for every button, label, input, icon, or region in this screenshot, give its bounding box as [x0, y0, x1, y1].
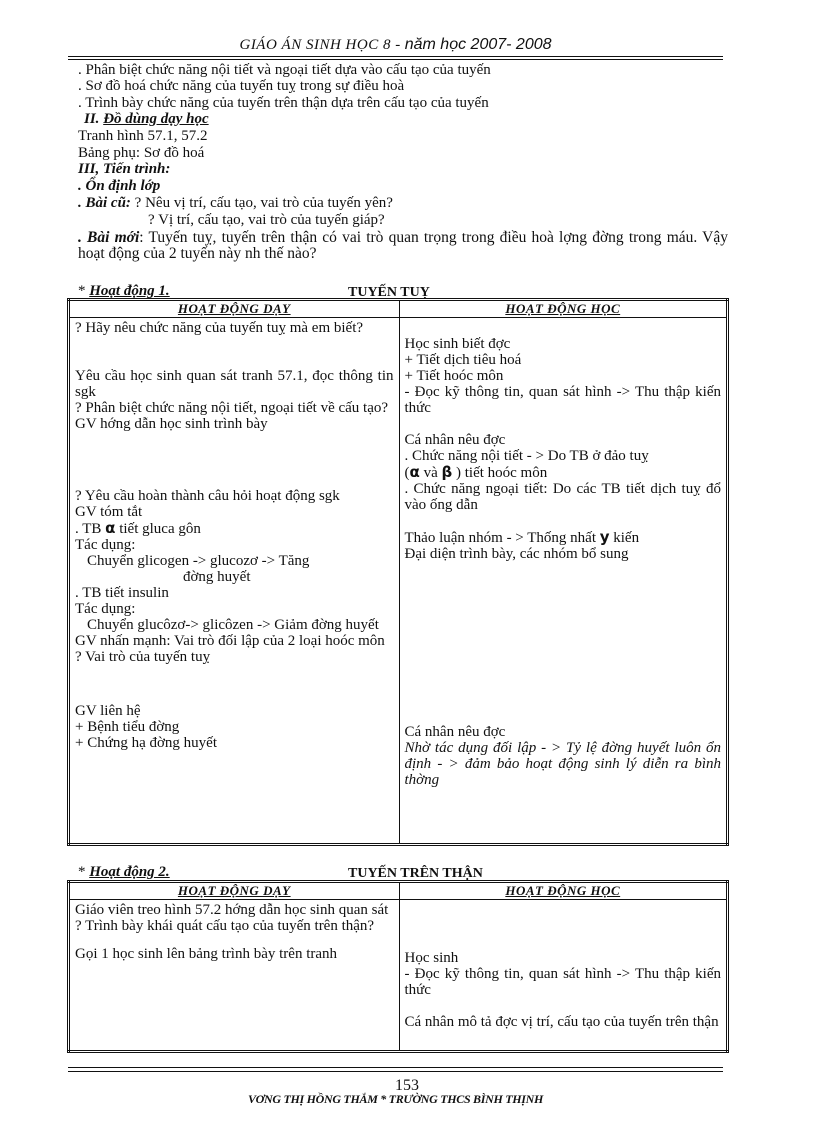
section-heading [84, 112, 209, 127]
new-lesson-paragraph [78, 230, 728, 262]
learning-line [405, 464, 722, 481]
column-header-teaching: HOẠT ĐỘNG DẠY [69, 882, 400, 900]
teaching-line: + Chứng hạ đờng huyết [75, 735, 218, 751]
page-header [68, 36, 723, 58]
teaching-line: Chuyển glucôzơ-> glicôzen -> Giảm đờng huyết [87, 617, 379, 633]
materials-line: Tranh hình 57.1, 57.2 [78, 128, 208, 144]
activity-prefix: * [78, 864, 90, 880]
column-header-learning: HOẠT ĐỘNG HỌC [399, 882, 728, 900]
header-title: GIÁO ÁN SINH HỌC 8 - [239, 37, 401, 53]
teaching-line: ? Yêu cầu hoàn thành câu hỏi hoạt động sgk [75, 488, 340, 504]
old-lesson-label: . Bài cũ: [78, 195, 131, 211]
learning-line: + Tiết hoóc môn [404, 368, 504, 384]
activity-title [78, 864, 170, 881]
learning-line: Nhờ tác dụng đối lập - > Tỷ lệ đờng huyết luôn ổn định - > đảm bảo hoạt động sinh lý diễn ra bình thờng [404, 740, 721, 788]
learning-line: . Chức năng nội tiết - > Do TB ở đảo tuỵ [404, 448, 649, 464]
activity1-table [67, 298, 729, 846]
teaching-line: Giáo viên treo hình 57.2 hớng dẫn học sinh quan sát [75, 902, 389, 918]
teaching-line: Yêu cầu học sinh quan sát tranh 57.1, đọc thông tin sgk [75, 368, 394, 400]
learning-text: kiến [609, 530, 640, 546]
teaching-line: Gọi 1 học sinh lên bảng trình bày trên tranh [75, 946, 338, 962]
section-title: Đồ dùng dạy học [103, 111, 209, 127]
learning-line: - Đọc kỹ thông tin, quan sát hình -> Thu thập kiến thức [404, 966, 721, 998]
footer-text: VƠNG THỊ HỒNG THẮM * TRƯỜNG THCS BÌNH THỊNH [247, 1092, 544, 1106]
teaching-line: ? Vai trò của tuyến tuỵ [75, 649, 211, 665]
learning-text: và [419, 465, 442, 481]
objective-line: . Trình bày chức năng của tuyến trên thận dựa trên cấu tạo của tuyến [78, 95, 489, 111]
step-heading: . Ổn định lớp [78, 178, 161, 194]
new-lesson-text: : Tuyến tuỵ, tuyến trên thận có vai trò quan trọng trong điều hoà lợng đờng trong máu. Vậy hoạt động của 2 tuyến này nh thế nào? [78, 229, 729, 262]
learning-line: . Chức năng ngoại tiết: Do các TB tiết dịch tuỵ đổ vào ống dẫn [404, 481, 721, 513]
activity-label: Hoạt động 1. [89, 283, 170, 299]
learning-line: Học sinh [404, 950, 459, 966]
teaching-text: . TB [75, 521, 106, 537]
activity-name: TUYẾN TUỴ [348, 285, 430, 300]
learning-text: Thảo luận nhóm - > Thống nhất [404, 530, 600, 546]
teaching-line: ? Trình bày khái quát cấu tạo của tuyến trên thận? [75, 918, 375, 934]
learning-line: Học sinh biết đợc [404, 336, 511, 352]
old-lesson-question: ? Vị trí, cấu tạo, vai trò của tuyến giáp? [148, 212, 385, 228]
section-number: II. [84, 111, 100, 127]
learning-line: Đại diện trình bày, các nhóm bổ sung [404, 546, 629, 562]
activity2-table [67, 880, 729, 1053]
teaching-line: GV tóm tắt [75, 504, 143, 520]
footer-rule [68, 1067, 723, 1068]
teaching-line: GV liên hệ [75, 703, 141, 719]
objective-line: . Sơ đồ hoá chức năng của tuyến tuỵ trong sự điều hoà [78, 78, 405, 94]
teaching-cell [69, 318, 400, 845]
header-year: năm học 2007- 2008 [404, 36, 552, 53]
y-symbol: y [599, 528, 610, 546]
learning-line: Cá nhân mô tả đợc vị trí, cấu tạo của tuyến trên thận [404, 1014, 719, 1030]
teaching-line: GV hớng dẫn học sinh trình bày [75, 416, 268, 432]
teaching-line: Chuyển glicogen -> glucozơ -> Tăng [87, 553, 310, 569]
alpha-symbol: α [409, 463, 420, 481]
column-header-learning: HOẠT ĐỘNG HỌC [399, 300, 728, 318]
learning-cell [399, 900, 728, 1052]
column-header-teaching: HOẠT ĐỘNG DẠY [69, 300, 400, 318]
activity-prefix: * [78, 283, 90, 299]
materials-line: Bảng phụ: Sơ đồ hoá [78, 145, 205, 161]
teaching-line: GV nhấn mạnh: Vai trò đối lập của 2 loại hoóc môn [75, 633, 385, 649]
teaching-line: . TB tiết insulin [75, 585, 169, 601]
new-lesson-label: . Bài mới [78, 229, 140, 246]
teaching-text: tiết gluca gôn [115, 521, 201, 537]
alpha-symbol: α [105, 519, 116, 537]
footer-rule-2 [68, 1071, 723, 1072]
teaching-line: đờng huyết [183, 569, 251, 585]
old-lesson-question: ? Nêu vị trí, cấu tạo, vai trò của tuyến yên? [130, 195, 393, 211]
learning-line: - Đọc kỹ thông tin, quan sát hình -> Thu thập kiến thức [404, 384, 721, 416]
teaching-line [75, 520, 394, 537]
learning-text: ) tiết hoóc môn [452, 465, 548, 481]
activity-label: Hoạt động 2. [89, 864, 170, 880]
beta-symbol: β [441, 463, 453, 481]
teaching-line: Tác dụng: [75, 537, 136, 553]
activity-name: TUYẾN TRÊN THẬN [348, 866, 483, 881]
teaching-line: + Bệnh tiểu đờng [75, 719, 180, 735]
learning-line: Cá nhân nêu đợc [404, 724, 506, 740]
header-rule [68, 56, 723, 57]
old-lesson-line [78, 196, 393, 211]
learning-text: ( [404, 465, 410, 481]
teaching-line: ? Phân biệt chức năng nội tiết, ngoại tiết về cấu tạo? [75, 400, 389, 416]
objective-line: . Phân biệt chức năng nội tiết và ngoại tiết dựa vào cấu tạo của tuyến [78, 62, 491, 78]
teaching-line: ? Hãy nêu chức năng của tuyến tuỵ mà em biết? [75, 320, 364, 336]
learning-line: + Tiết dịch tiêu hoá [404, 352, 522, 368]
learning-cell [399, 318, 728, 845]
learning-line [405, 529, 722, 546]
section-heading: III, Tiến trình: [78, 161, 171, 177]
page-number: 153 [395, 1077, 419, 1094]
header-rule-2 [68, 59, 723, 60]
teaching-line: Tác dụng: [75, 601, 136, 617]
teaching-cell [69, 900, 400, 1052]
learning-line: Cá nhân nêu đợc [404, 432, 506, 448]
